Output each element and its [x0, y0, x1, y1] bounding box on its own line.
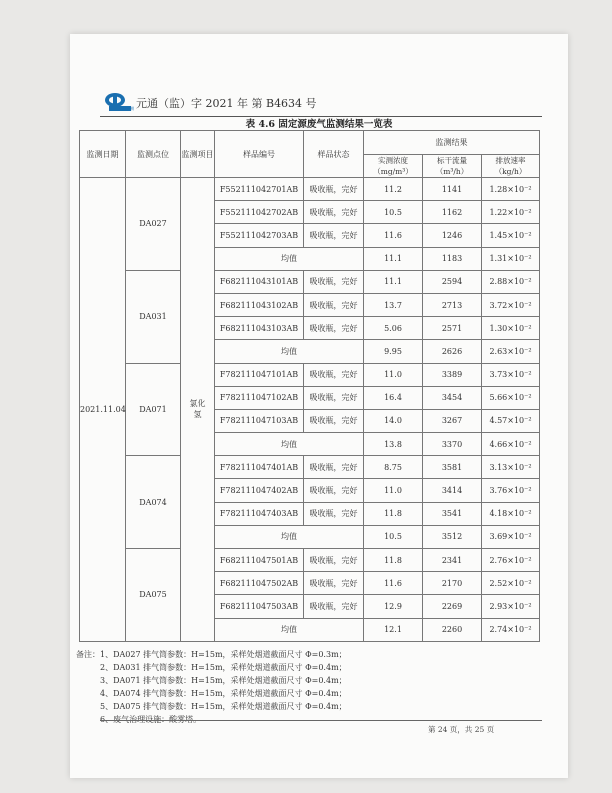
rate-cell: 3.76×10⁻²	[482, 479, 540, 502]
sample-state-cell: 吸收瓶，完好	[304, 549, 364, 572]
average-rate: 4.66×10⁻²	[482, 433, 540, 456]
flow-cell: 3581	[423, 456, 482, 479]
header-flow: 标干流量（m³/h）	[423, 155, 482, 178]
flow-cell: 2571	[423, 317, 482, 340]
flow-cell: 1162	[423, 201, 482, 224]
sample-id-cell: F782111047402AB	[215, 479, 304, 502]
header-rate: 排放速率（kg/h）	[482, 155, 540, 178]
rate-cell: 3.73×10⁻²	[482, 363, 540, 386]
average-flow: 1183	[423, 247, 482, 270]
concentration-cell: 11.8	[364, 549, 423, 572]
rate-cell: 1.45×10⁻²	[482, 224, 540, 247]
flow-cell: 3541	[423, 502, 482, 525]
sample-id-cell: F682111047502AB	[215, 572, 304, 595]
concentration-cell: 11.8	[364, 502, 423, 525]
header-item: 监测项目	[181, 131, 215, 178]
table-row	[80, 178, 540, 201]
flow-cell: 2594	[423, 270, 482, 293]
flow-cell: 3454	[423, 386, 482, 409]
sample-state-cell: 吸收瓶，完好	[304, 178, 364, 201]
concentration-cell: 11.1	[364, 270, 423, 293]
document-number: 元通（监）字 2021 年 第 B4634 号	[136, 97, 317, 110]
concentration-cell: 11.2	[364, 178, 423, 201]
flow-cell: 2170	[423, 572, 482, 595]
sample-state-cell: 吸收瓶，完好	[304, 595, 364, 618]
point-cell: DA027	[126, 178, 181, 271]
sample-state-cell: 吸收瓶，完好	[304, 293, 364, 316]
average-rate: 1.31×10⁻²	[482, 247, 540, 270]
average-rate: 2.74×10⁻²	[482, 618, 540, 641]
sample-id-cell: F682111047503AB	[215, 595, 304, 618]
point-cell: DA031	[126, 270, 181, 363]
rate-cell: 2.88×10⁻²	[482, 270, 540, 293]
table-row	[80, 270, 540, 293]
concentration-cell: 16.4	[364, 386, 423, 409]
sample-state-cell: 吸收瓶，完好	[304, 572, 364, 595]
header-sample-state: 样品状态	[304, 131, 364, 178]
note-line: 4、DA074 排气筒参数：H=15m，采样处烟道截面尺寸 Φ=0.4m；	[76, 689, 347, 698]
average-concentration: 11.1	[364, 247, 423, 270]
sample-state-cell: 吸收瓶，完好	[304, 409, 364, 432]
concentration-cell: 8.75	[364, 456, 423, 479]
table-row	[80, 549, 540, 572]
average-concentration: 9.95	[364, 340, 423, 363]
document-page	[70, 34, 568, 778]
flow-cell: 2713	[423, 293, 482, 316]
flow-cell: 3414	[423, 479, 482, 502]
date-cell: 2021.11.04	[80, 178, 126, 642]
sample-id-cell: F682111043103AB	[215, 317, 304, 340]
average-flow: 2260	[423, 618, 482, 641]
sample-state-cell: 吸收瓶，完好	[304, 456, 364, 479]
concentration-cell: 10.5	[364, 201, 423, 224]
sample-id-cell: F782111047103AB	[215, 409, 304, 432]
point-cell: DA071	[126, 363, 181, 456]
average-concentration: 13.8	[364, 433, 423, 456]
sample-id-cell: F682111047501AB	[215, 549, 304, 572]
table-row	[80, 456, 540, 479]
sample-state-cell: 吸收瓶，完好	[304, 270, 364, 293]
average-rate: 3.69×10⁻²	[482, 525, 540, 548]
average-flow: 3512	[423, 525, 482, 548]
sample-id-cell: F682111043101AB	[215, 270, 304, 293]
sample-state-cell: 吸收瓶，完好	[304, 201, 364, 224]
point-cell: DA075	[126, 549, 181, 642]
sample-id-cell: F782111047403AB	[215, 502, 304, 525]
flow-cell: 1246	[423, 224, 482, 247]
average-label: 均值	[215, 247, 364, 270]
sample-state-cell: 吸收瓶，完好	[304, 479, 364, 502]
item-cell: 氯化氢	[181, 178, 215, 642]
sample-id-cell: F782111047102AB	[215, 386, 304, 409]
rate-cell: 2.93×10⁻²	[482, 595, 540, 618]
sample-state-cell: 吸收瓶，完好	[304, 317, 364, 340]
sample-id-cell: F682111043102AB	[215, 293, 304, 316]
rate-cell: 1.30×10⁻²	[482, 317, 540, 340]
note-line: 3、DA071 排气筒参数：H=15m，采样处烟道截面尺寸 Φ=0.4m；	[76, 676, 347, 685]
rate-cell: 4.18×10⁻²	[482, 502, 540, 525]
notes-section	[76, 648, 546, 726]
concentration-cell: 11.6	[364, 572, 423, 595]
average-label: 均值	[215, 433, 364, 456]
average-rate: 2.63×10⁻²	[482, 340, 540, 363]
logo-text: 元通检测	[118, 106, 134, 111]
flow-cell: 2341	[423, 549, 482, 572]
rate-cell: 3.72×10⁻²	[482, 293, 540, 316]
concentration-cell: 14.0	[364, 409, 423, 432]
sample-id-cell: F552111042701AB	[215, 178, 304, 201]
average-label: 均值	[215, 525, 364, 548]
average-concentration: 12.1	[364, 618, 423, 641]
results-table-container	[79, 130, 539, 642]
table-title: 表 4.6 固定源废气监测结果一览表	[245, 119, 393, 130]
concentration-cell: 5.06	[364, 317, 423, 340]
header-point: 监测点位	[126, 131, 181, 178]
note-line: 2、DA031 排气筒参数：H=15m，采样处烟道截面尺寸 Φ=0.4m；	[76, 663, 347, 672]
sample-id-cell: F552111042703AB	[215, 224, 304, 247]
rate-cell: 1.28×10⁻²	[482, 178, 540, 201]
sample-state-cell: 吸收瓶，完好	[304, 502, 364, 525]
sample-id-cell: F782111047101AB	[215, 363, 304, 386]
flow-cell: 2269	[423, 595, 482, 618]
concentration-cell: 11.0	[364, 479, 423, 502]
sample-id-cell: F782111047401AB	[215, 456, 304, 479]
average-flow: 2626	[423, 340, 482, 363]
header-concentration: 实测浓度（mg/m³）	[364, 155, 423, 178]
rate-cell: 4.57×10⁻²	[482, 409, 540, 432]
flow-cell: 1141	[423, 178, 482, 201]
average-concentration: 10.5	[364, 525, 423, 548]
concentration-cell: 12.9	[364, 595, 423, 618]
concentration-cell: 11.0	[364, 363, 423, 386]
concentration-cell: 11.6	[364, 224, 423, 247]
sample-state-cell: 吸收瓶，完好	[304, 386, 364, 409]
flow-cell: 3389	[423, 363, 482, 386]
rate-cell: 1.22×10⁻²	[482, 201, 540, 224]
note-line: 备注：1、DA027 排气筒参数：H=15m，采样处烟道截面尺寸 Φ=0.3m；	[76, 650, 347, 659]
rate-cell: 2.76×10⁻²	[482, 549, 540, 572]
point-cell: DA074	[126, 456, 181, 549]
header-results: 监测结果	[364, 131, 540, 155]
page-number: 第 24 页，共 25 页	[428, 725, 495, 734]
average-flow: 3370	[423, 433, 482, 456]
note-line: 5、DA075 排气筒参数：H=15m，采样处烟道截面尺寸 Φ=0.4m；	[76, 702, 347, 711]
header-date: 监测日期	[80, 131, 126, 178]
rate-cell: 5.66×10⁻²	[482, 386, 540, 409]
header-sample-id: 样品编号	[215, 131, 304, 178]
note-line: 6、废气治理设施：酸雾塔。	[76, 715, 202, 724]
average-label: 均值	[215, 340, 364, 363]
rate-cell: 3.13×10⁻²	[482, 456, 540, 479]
results-table-body	[80, 178, 540, 642]
footer-divider	[100, 720, 542, 721]
page-header	[104, 91, 544, 115]
sample-state-cell: 吸收瓶，完好	[304, 224, 364, 247]
results-table	[79, 130, 540, 642]
sample-state-cell: 吸收瓶，完好	[304, 363, 364, 386]
sample-id-cell: F552111042702AB	[215, 201, 304, 224]
rate-cell: 2.52×10⁻²	[482, 572, 540, 595]
table-row	[80, 363, 540, 386]
flow-cell: 3267	[423, 409, 482, 432]
average-label: 均值	[215, 618, 364, 641]
concentration-cell: 13.7	[364, 293, 423, 316]
